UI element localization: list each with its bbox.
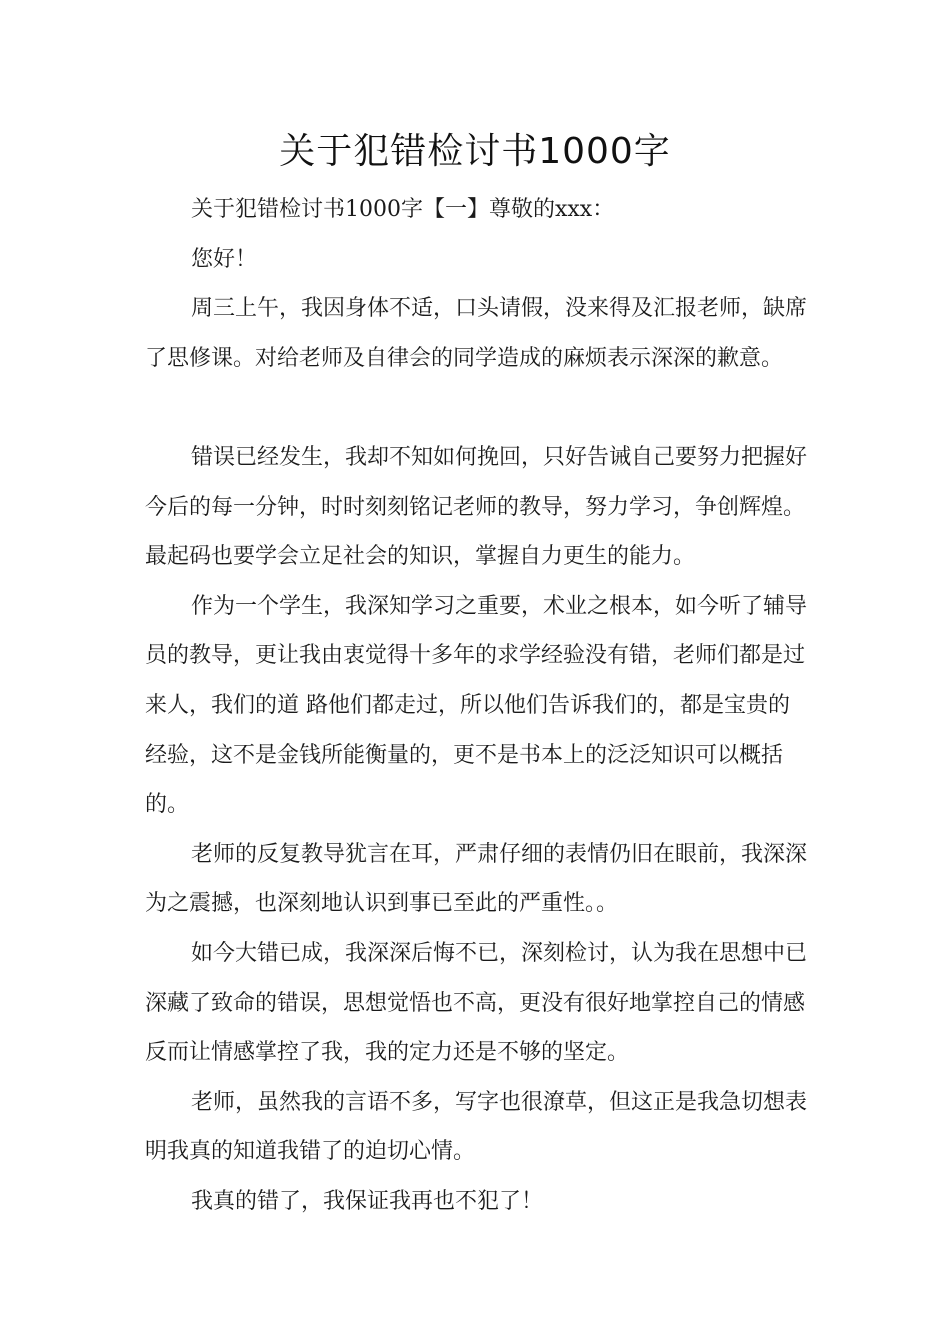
paragraph-salutation: 您好！ — [191, 246, 258, 272]
paragraph-spacer — [145, 383, 810, 433]
paragraph-closing: 我真的错了，我保证我再也不犯了！ — [191, 1188, 544, 1214]
paragraph-greeting: 关于犯错检讨书1000字【一】尊敬的xxx： — [191, 197, 615, 222]
paragraph-3: 作为一个学生，我深知学习之重要，术业之根本，如今听了辅导员的教导，更让我由衷觉得十多年的求学经验没有错，老师们都是过来人，我们的道 路他们都走过，所以他们告诉我们的，都是宝贵的经验，这不是金钱所能衡量的，更不是书本上的泛泛知识可以概括的。 — [145, 593, 808, 818]
paragraph-5: 如今大错已成，我深深后悔不已，深刻检讨，认为我在思想中已深藏了致命的错误，思想觉悟也不高，更没有很好地掌控自己的情感反而让情感掌控了我，我的定力还是不够的坚定。 — [145, 940, 808, 1066]
document-title: 关于犯错检讨书1000字 — [279, 131, 671, 172]
paragraph-1: 周三上午，我因身体不适，口头请假，没来得及汇报老师，缺席了思修课。对给老师及自律会的同学造成的麻烦表示深深的歉意。 — [145, 296, 808, 371]
paragraph-4: 老师的反复教导犹言在耳，严肃仔细的表情仍旧在眼前，我深深为之震撼，也深刻地认识到事已至此的严重性。。 — [145, 841, 808, 917]
paragraph-6: 老师，虽然我的言语不多，写字也很潦草，但这正是我急切想表明我真的知道我错了的迫切心情。 — [145, 1089, 808, 1165]
paragraph-2: 错误已经发生，我却不知如何挽回，只好告诫自己要努力把握好今后的每一分钟，时时刻刻铭记老师的教导，努力学习，争创辉煌。最起码也要学会立足社会的知识，掌握自力更生的能力。 — [145, 444, 808, 570]
document-body — [145, 185, 810, 1226]
